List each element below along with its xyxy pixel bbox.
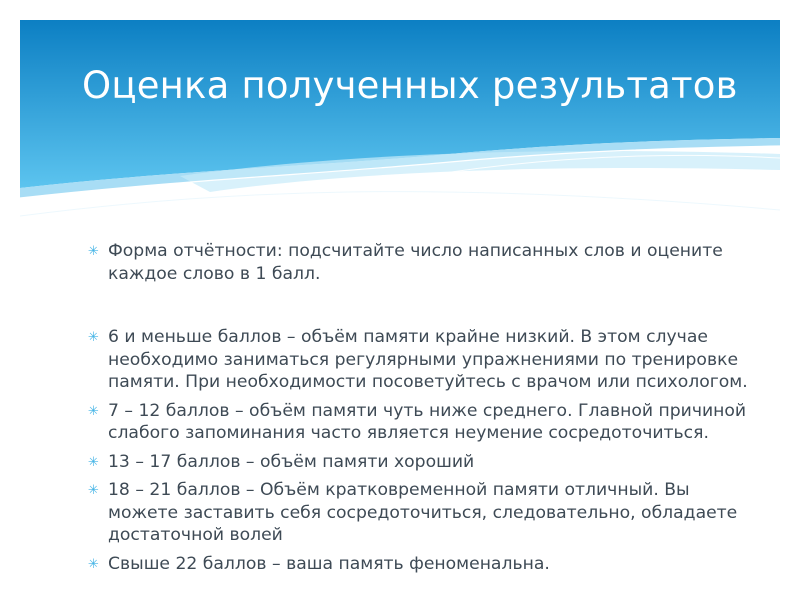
list-item: [88, 326, 748, 394]
list-item: [88, 451, 748, 474]
list-spacer: [88, 285, 748, 320]
list-item-text: 18 – 21 баллов – Объём кратковременной памяти отличный. Вы можете заставить себя сосредоточиться, следовательно, обладаете достаточной волей: [108, 480, 738, 545]
page-title: Оценка полученных результатов: [82, 64, 738, 107]
bullet-icon: ✳: [88, 330, 99, 345]
slide-header: [20, 20, 780, 235]
wave-background: [20, 20, 780, 235]
bullet-icon: ✳: [88, 483, 99, 498]
list-item-text: 13 – 17 баллов – объём памяти хороший: [108, 451, 475, 472]
list-item: [88, 400, 748, 445]
list-item: [88, 553, 748, 576]
list-item: [88, 479, 748, 547]
list-item: [88, 240, 748, 285]
bullet-list: [88, 234, 748, 575]
list-item-text: 7 – 12 баллов – объём памяти чуть ниже среднего. Главной причиной слабого запоминания часто является неумение сосредоточиться.: [108, 400, 747, 443]
list-item-text: Свыше 22 баллов – ваша память феноменальна.: [108, 553, 550, 574]
bullet-icon: ✳: [88, 454, 99, 470]
bullet-icon: ✳: [88, 244, 99, 259]
list-item-text: Форма отчётности: подсчитайте число написанных слов и оцените каждое слово в 1 балл.: [108, 241, 723, 284]
slide: [20, 20, 780, 600]
list-item-text: 6 и меньше баллов – объём памяти крайне низкий. В этом случае необходимо заниматься регулярными упражнениями по тренировке памяти. При необходимости посоветуйтесь с врачом или психологом.: [108, 327, 748, 392]
bullet-icon: ✳: [88, 403, 99, 419]
bullet-icon: ✳: [88, 556, 99, 572]
